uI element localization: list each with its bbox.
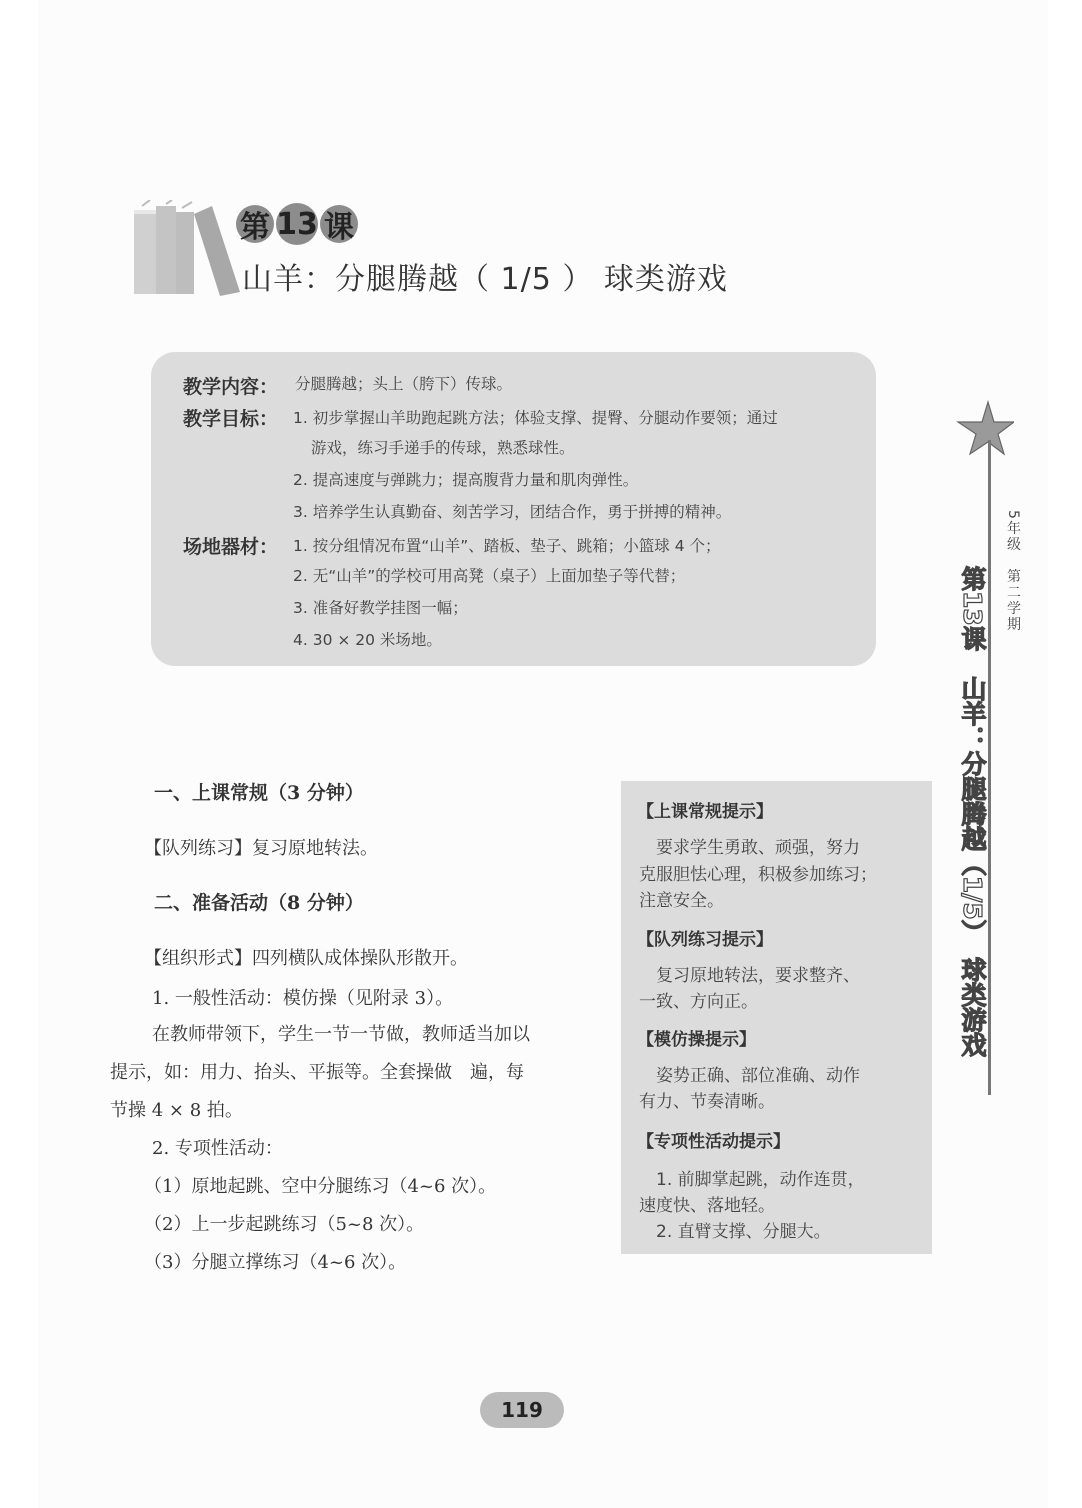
goal-line: 游戏，练习手递手的传球，熟悉球性。	[311, 439, 575, 457]
tip-heading: 【上课常规提示】	[637, 802, 773, 822]
equipment-line: 1. 按分组情况布置“山羊”、踏板、垫子、跳箱；小篮球 4 个；	[293, 537, 721, 555]
list-item: （2）上一步起跳练习（5~8 次）。	[144, 1214, 425, 1235]
content-label: 教学内容：	[183, 376, 279, 398]
goals-label: 教学目标：	[183, 408, 279, 430]
tips-box	[621, 781, 932, 1254]
equipment-line: 2. 无“山羊”的学校可用高凳（桌子）上面加垫子等代替；	[293, 567, 686, 585]
lesson-heading	[236, 200, 358, 248]
content-text: 分腿腾越；头上（胯下）传球。	[295, 375, 513, 393]
star-icon	[956, 400, 1014, 456]
paragraph-line: 提示，如：用力、抬头、平振等。全套操做 遍，每	[110, 1062, 524, 1083]
tip-text: 克服胆怯心理，积极参加练习；	[639, 865, 877, 885]
goal-line: 3. 培养学生认真勤奋、刻苦学习，团结合作，勇于拼搏的精神。	[293, 503, 732, 521]
tip-heading: 【专项性活动提示】	[637, 1132, 790, 1152]
tip-text: 要求学生勇敢、顽强，努力	[639, 838, 860, 858]
tip-heading: 【模仿操提示】	[637, 1030, 756, 1050]
tip-text: 2. 直臂支撑、分腿大。	[639, 1222, 831, 1242]
equipment-line: 4. 30 × 20 米场地。	[293, 631, 442, 649]
books-icon	[132, 200, 242, 296]
organization-form: 【组织形式】四列横队成体操队形散开。	[144, 948, 468, 969]
list-item: （3）分腿立撑练习（4~6 次）。	[144, 1252, 407, 1273]
tip-text: 一致、方向正。	[639, 992, 758, 1012]
tip-heading: 【队列练习提示】	[637, 930, 773, 950]
queue-practice: 【队列练习】复习原地转法。	[144, 838, 378, 859]
lesson-suffix: 课	[320, 205, 358, 243]
page-number: 119	[480, 1392, 564, 1428]
tip-text: 姿势正确、部位准确、动作	[639, 1066, 860, 1086]
lesson-number: 13	[276, 203, 318, 245]
side-lesson-title: 第13课 山羊：分腿腾越（1/5） 球类游戏	[958, 566, 987, 1058]
goal-line: 1. 初步掌握山羊助跑起跳方法；体验支撑、提臀、分腿动作要领；通过	[293, 409, 778, 427]
tip-text: 1. 前脚掌起跳，动作连贯，	[639, 1170, 865, 1190]
list-item: （1）原地起跳、空中分腿练习（4~6 次）。	[144, 1176, 497, 1197]
general-activity: 1. 一般性活动：模仿操（见附录 3）。	[152, 988, 454, 1009]
equipment-line: 3. 准备好教学挂图一幅；	[293, 599, 468, 617]
lesson-prefix: 第	[236, 205, 274, 243]
paragraph-line: 节操 4 × 8 拍。	[110, 1100, 243, 1121]
section-heading: 一、上课常规（3 分钟）	[154, 782, 364, 804]
section-heading: 二、准备活动（8 分钟）	[154, 892, 364, 914]
equipment-label: 场地器材：	[183, 536, 279, 558]
tip-text: 注意安全。	[639, 891, 724, 911]
lesson-title: 山羊：分腿腾越（ 1/5 ） 球类游戏	[242, 262, 728, 297]
special-activity: 2. 专项性活动：	[152, 1138, 283, 1159]
goal-line: 2. 提高速度与弹跳力；提高腹背力量和肌肉弹性。	[293, 471, 639, 489]
content-row	[183, 372, 512, 399]
tip-text: 有力、节奏清晰。	[639, 1092, 775, 1112]
grade-label: 5年级 第二学期	[1005, 510, 1021, 633]
tip-text: 速度快、落地轻。	[639, 1196, 775, 1216]
tip-text: 复习原地转法，要求整齐、	[639, 966, 860, 986]
lesson-info-box	[151, 352, 876, 666]
paragraph-line: 在教师带领下，学生一节一节做，教师适当加以	[152, 1024, 530, 1045]
